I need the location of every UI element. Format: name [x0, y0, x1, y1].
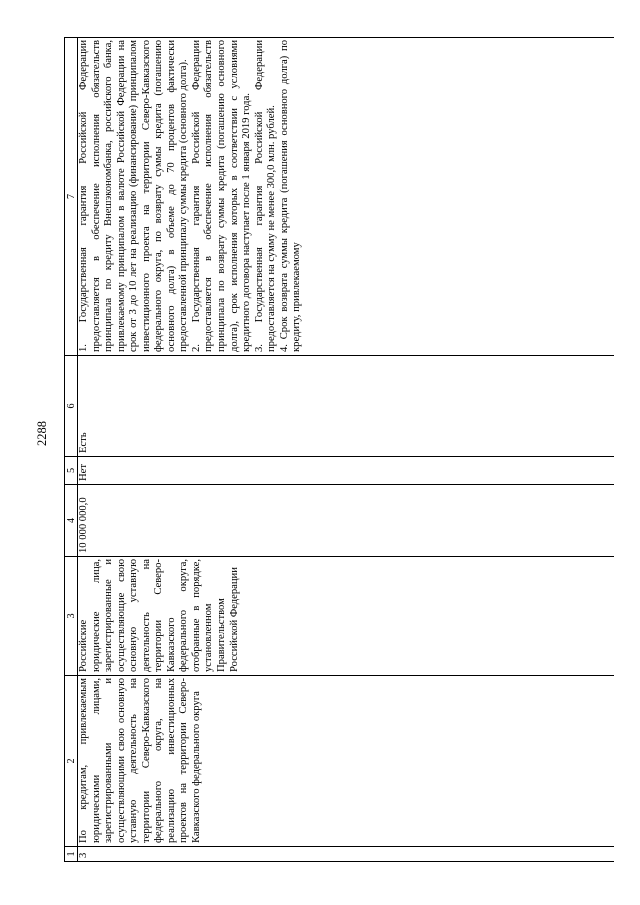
column-header-1: 1 [65, 847, 78, 862]
principal-category-cell: Российские юридические лица, зарегистрированные и осуществляющие свою основную уставную деятельность на территории Северо-Кавказского федерального округа, отобранные в порядке, установленном Правительством Российской Федерации [78, 557, 614, 676]
column-header-4: 4 [65, 485, 78, 557]
recourse-right-cell: Нет [78, 457, 614, 485]
condition-item-1: 1. Государственная гарантия Российской Федерации предоставляется в обеспечение исполнения обязательств принципала по кредиту Внешэкономбанка, российского банка, привлекаемому принципалом в валюте Российской Федерации на срок от 3 до 10 лет на реализацию (финансирование) принципалом инвестиционного проекта на территории Северо-Кавказского федерального округа, по возврату суммы кредита (погашению основного долга) в объеме до 70 процентов фактически предоставленной принципалу суммы кредита (основного долга). [78, 40, 190, 352]
guarantee-purpose-cell: По кредитам, привлекаемым юридическими лицами, зарегистрированными и осуществляющими свою основную уставную деятельность на территории Северо-Кавказского федерального округа, на реализацию инвестиционных проектов на территории Северо-Кавказского федерального округа [78, 676, 614, 847]
column-header-7: 7 [65, 38, 78, 356]
condition-item-4: 4. Срок возврата суммы кредита (погашения основного долга) по кредиту, привлекаемому [278, 40, 303, 352]
column-header-2: 2 [65, 676, 78, 847]
condition-item-2: 2. Государственная гарантия Российской Федерации предоставляется в обеспечение исполнения обязательств принципала по возврату суммы кредита (погашению основного долга), срок исполнения которых в соответствии с условиями кредитного договора наступает после 1 января 2019 года. [190, 40, 253, 352]
header-row [65, 38, 78, 862]
column-header-5: 5 [65, 457, 78, 485]
table-header [65, 38, 78, 862]
row-index-cell: 3 [78, 847, 614, 862]
condition-item-3: 3. Государственная гарантия Российской Федерации предоставляется на сумму не менее 300,0 млн. рублей. [253, 40, 278, 352]
guarantee-conditions-cell [78, 38, 614, 356]
guarantee-amount-cell: 10 000 000,0 [78, 485, 614, 557]
guarantee-program-table [64, 37, 614, 862]
collateral-check-cell: Есть [78, 356, 614, 457]
table-row [78, 38, 614, 862]
rotated-page-content [64, 38, 614, 862]
column-header-3: 3 [65, 557, 78, 676]
column-header-6: 6 [65, 356, 78, 457]
page-number: 2288 [35, 421, 49, 446]
